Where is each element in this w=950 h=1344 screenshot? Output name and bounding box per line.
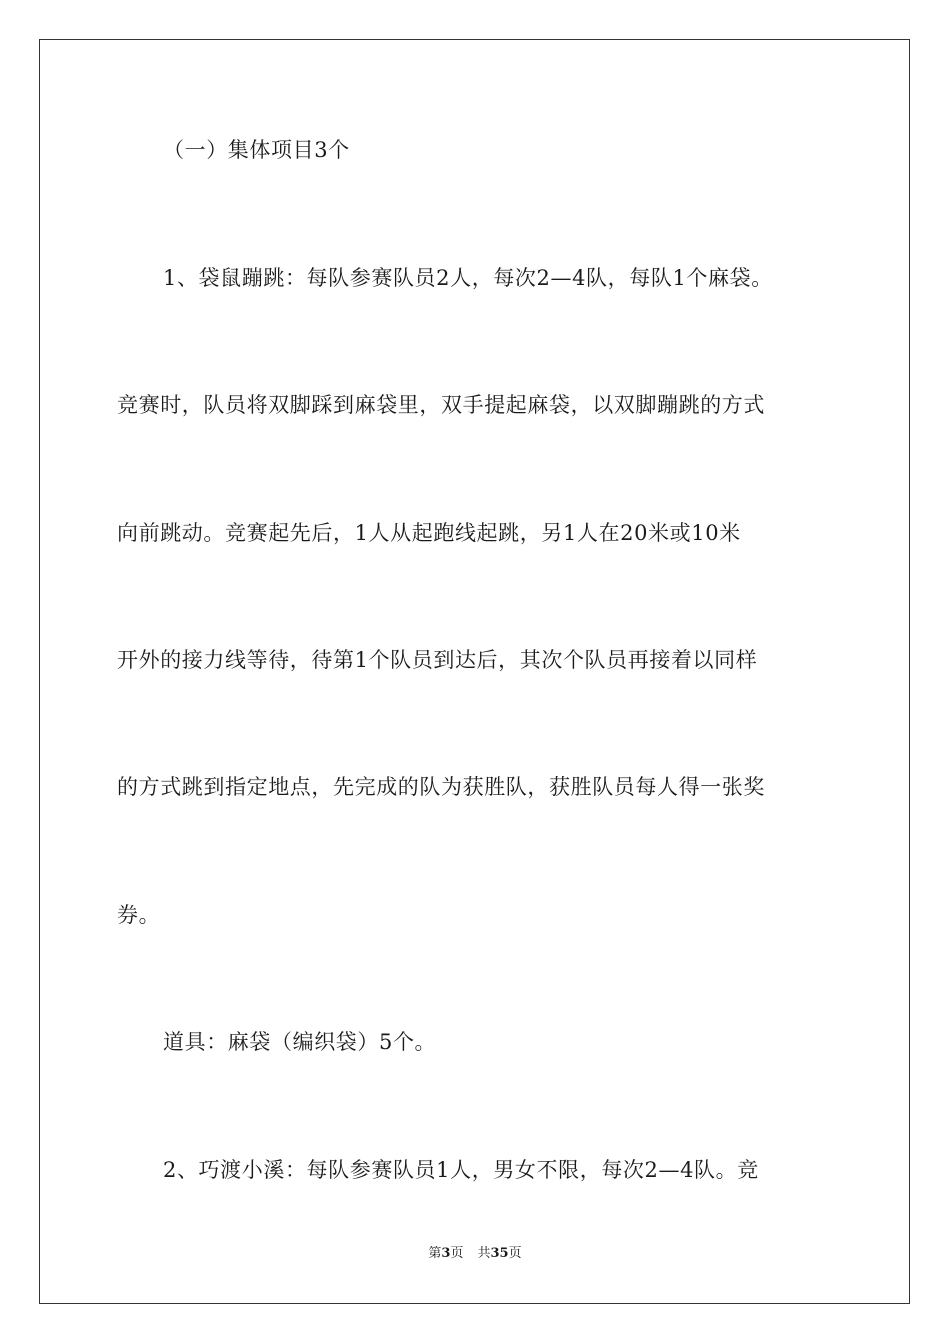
page-footer (0, 1244, 950, 1264)
total-suffix: 页 (508, 1246, 522, 1261)
paragraph-line: 向前跳动。竞赛起先后，1人从起跑线起跳，另1人在20米或10米 (117, 521, 741, 545)
page-number: 3 (441, 1246, 451, 1261)
paragraph-line: 1、袋鼠蹦跳：每队参赛队员2人，每次2—4队，每队1个麻袋。 (163, 266, 773, 290)
section-heading: （一）集体项目3个 (163, 138, 350, 162)
page-prefix: 第 (428, 1246, 442, 1261)
paragraph-line: 2、巧渡小溪：每队参赛队员1人，男女不限，每次2—4队。竞 (163, 1158, 759, 1182)
page-suffix: 页 (450, 1246, 464, 1261)
total-pages: 35 (490, 1246, 509, 1261)
paragraph-line: 券。 (117, 903, 161, 927)
total-prefix: 共 (477, 1246, 491, 1261)
paragraph-line: 竞赛时，队员将双脚踩到麻袋里，双手提起麻袋，以双脚蹦跳的方式 (117, 393, 765, 417)
paragraph-line: 开外的接力线等待，待第1个队员到达后，其次个队员再接着以同样 (117, 648, 758, 672)
paragraph-line: 的方式跳到指定地点，先完成的队为获胜队，获胜队员每人得一张奖 (117, 775, 765, 799)
paragraph-line: 道具：麻袋（编织袋）5个。 (163, 1030, 437, 1054)
